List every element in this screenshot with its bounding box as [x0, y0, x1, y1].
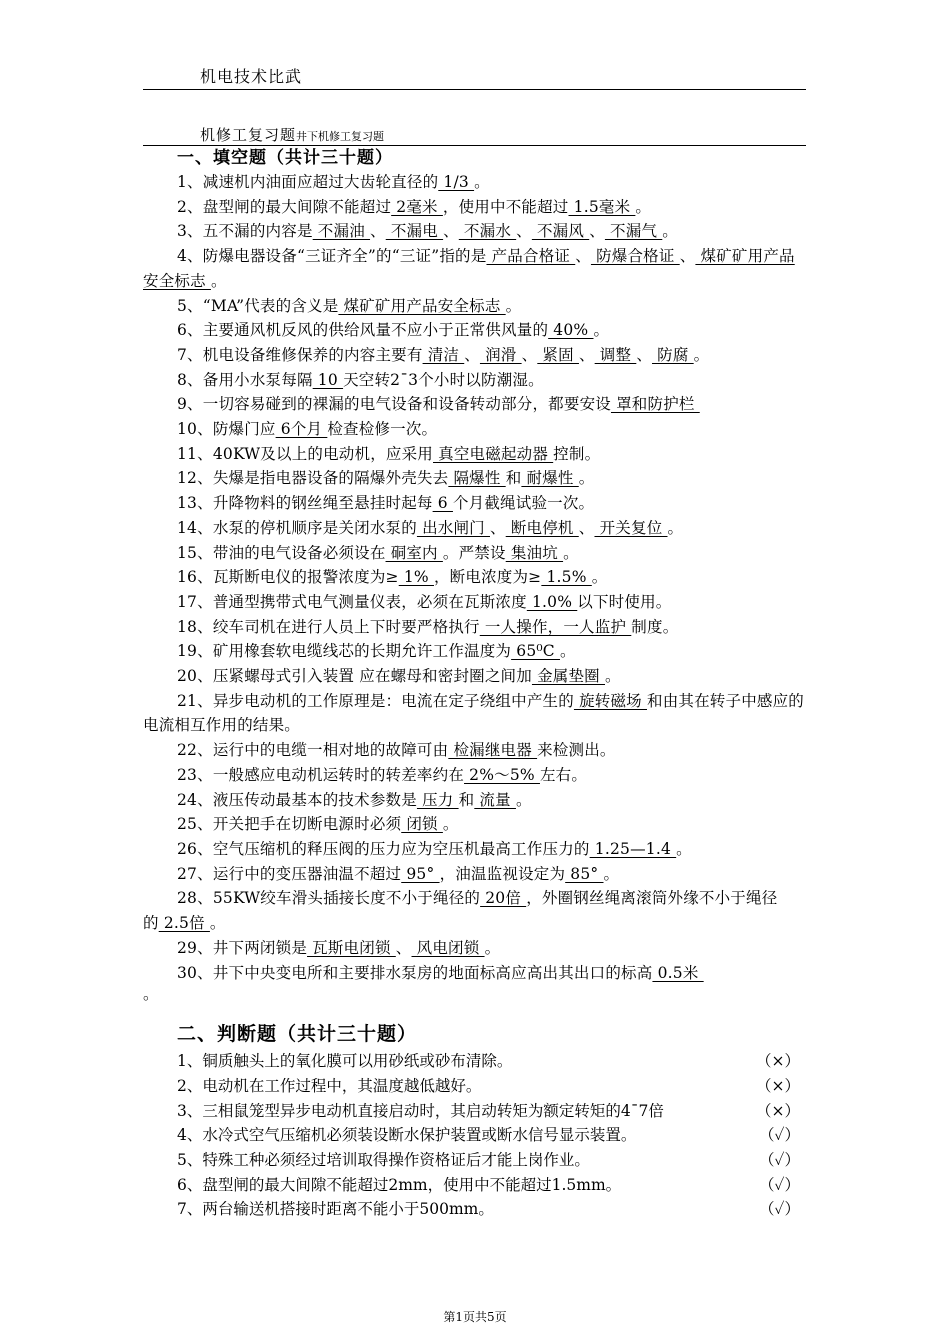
content [143, 146, 808, 1222]
question-text: 。 [591, 568, 608, 587]
judgement-2 [143, 1074, 808, 1099]
question-text: 14、水泵的停机顺序是关闭水泵的 [177, 518, 417, 537]
question-text: 。 [603, 864, 620, 883]
header-title: 机电技术比武 [200, 67, 303, 86]
question-text: 、 [464, 345, 480, 364]
question-text: 。 [635, 197, 652, 216]
question-text: 。 [662, 222, 678, 241]
question-text: 。 [563, 543, 579, 562]
question-text: 2、盘型闸的最大间隙不能超过 [177, 197, 392, 216]
answer-blank: 紧固 [537, 345, 579, 364]
answer-blank: 65⁰C [511, 642, 560, 661]
question-text: 20、压紧螺母式引入装置 应在螺母和密封圈之间加 [177, 667, 532, 686]
question-text: 16、瓦斯断电仪的报警浓度为≥ [177, 568, 399, 587]
answer-blank: 流量 [474, 790, 516, 809]
question-text: ，使用中不能超过 [442, 197, 569, 216]
question-text: 。 [593, 321, 610, 340]
judgement-6 [143, 1173, 808, 1198]
subtitle [200, 124, 384, 145]
question-20 [143, 664, 808, 689]
judgement-5 [143, 1148, 808, 1173]
judgement-3 [143, 1099, 808, 1124]
question-text: 18、绞车司机在进行人员上下时要严格执行 [177, 617, 480, 636]
answer-blank: 开关复位 [594, 518, 668, 537]
question-text: 7、机电设备维修保养的内容主要有 [177, 345, 423, 364]
question-13 [143, 491, 808, 516]
question-text: 15、带油的电气设备必须设在 [177, 543, 386, 562]
question-text: 、 [679, 247, 696, 266]
judgement-text: 6、盘型闸的最大间隙不能超过2mm，使用中不能超过1.5mm。 [177, 1175, 622, 1194]
question-text: ，外圈钢丝绳离滚筒外缘不小于绳径的 [143, 889, 778, 933]
question-text: 12、失爆是指电器设备的隔爆外壳失去 [177, 469, 449, 488]
answer-blank: 闭锁 [401, 815, 443, 834]
question-text: 28、55KW绞车滑头插接长度不小于绳径的 [177, 889, 481, 908]
answer-blank: 检漏继电器 [448, 741, 538, 760]
question-14 [143, 516, 808, 541]
answer-blank: 20倍 [480, 889, 527, 908]
question-text: 和 [505, 469, 522, 488]
answer-blank: 润滑 [479, 345, 522, 364]
question-text: 个月截绳试验一次。 [452, 494, 595, 513]
question-text: 。 [209, 914, 226, 933]
question-7 [143, 343, 808, 368]
judgement-text: 3、三相鼠笼型异步电动机直接启动时，其启动转矩为额定转矩的4¯7倍 [177, 1101, 664, 1120]
section2-heading: 二、判断题（共计三十题） [177, 1023, 418, 1046]
question-text: 10、防爆门应 [177, 420, 276, 439]
answer-blank: 1.25—1.4 [589, 839, 677, 858]
question-text: 。 [474, 173, 490, 191]
answer-blank: 2%～5% [464, 765, 540, 784]
section1-heading: 一、填空题（共计三十题） [177, 148, 393, 168]
question-text: ，油温监视设定为 [439, 864, 566, 883]
answer-blank: 旋转磁场 [573, 691, 647, 710]
fill-in-questions [143, 170, 808, 985]
question-text: 。 [210, 271, 227, 290]
question-text: 8、备用小水泵每隔 [177, 370, 313, 389]
question-text: 30、井下中央变电所和主要排水泵房的地面标高应高出其出口的标高 [177, 963, 653, 982]
answer-blank: 不漏气 [604, 222, 663, 241]
judgement-text: 2、电动机在工作过程中，其温度越低越好。 [177, 1076, 482, 1095]
question-29 [143, 936, 808, 961]
answer-blank: 1/3 [438, 173, 475, 191]
question-text: 。 [505, 296, 522, 315]
question-text: 3、五不漏的内容是 [177, 222, 313, 241]
question-5 [143, 294, 808, 319]
answer-blank: 不漏电 [385, 222, 444, 241]
question-text: 天空转2¯3个小时以防潮湿。 [343, 370, 544, 389]
question-6 [143, 318, 808, 343]
question-17 [143, 590, 808, 615]
question-30 [143, 961, 808, 986]
question-text: 。严禁设 [442, 543, 506, 562]
answer-blank: 瓦斯电闭锁 [307, 938, 396, 957]
question-text: 。 [484, 938, 501, 957]
answer-blank: 真空电磁起动器 [433, 444, 554, 463]
question-text: 。 [515, 790, 532, 809]
question-text: 23、一般感应电动机运转时的转差率约在 [177, 765, 465, 784]
answer-blank: 不漏风 [531, 222, 590, 241]
answer-blank: 集油坑 [505, 543, 564, 562]
question-text: 5、“MA”代表的含义是 [177, 296, 339, 315]
answer-blank: 6个月 [275, 420, 328, 439]
judgement-mark: （✓） [759, 1175, 800, 1194]
answer-blank: 压力 [416, 790, 459, 809]
question-text: 6、主要通风机反风的供给风量不应小于正常供风量的 [177, 321, 549, 340]
judgement-text: 1、铜质触头上的氧化膜可以用砂纸或砂布清除。 [177, 1052, 513, 1071]
header-rule [143, 89, 806, 90]
trailing-dot: 。 [143, 985, 159, 1004]
question-text: 11、40KW及以上的电动机，应采用 [177, 444, 434, 463]
question-11 [143, 442, 808, 467]
answer-blank: 10 [312, 370, 344, 389]
question-10 [143, 417, 808, 442]
question-text: 、 [516, 222, 532, 241]
answer-blank: 2.5倍 [158, 914, 210, 933]
question-text: 、 [490, 518, 506, 537]
answer-blank: 85° [565, 864, 604, 883]
question-text: 19、矿用橡套软电缆线芯的长期允许工作温度为 [177, 642, 512, 661]
judgement-mark: （✓） [759, 1200, 800, 1219]
question-3 [143, 219, 808, 244]
page-footer: 第1页共5页 [443, 1310, 507, 1324]
question-23 [143, 763, 808, 788]
question-1 [143, 170, 808, 195]
question-text: 24、液压传动最基本的技术参数是 [177, 790, 417, 809]
question-text: 控制。 [553, 444, 601, 463]
answer-blank: 出水闸门 [416, 518, 490, 537]
question-text: 、 [395, 938, 412, 957]
question-text: 22、运行中的电缆一相对地的故障可由 [177, 741, 449, 760]
answer-blank: 95° [401, 864, 440, 883]
judgement-mark: （×） [756, 1076, 800, 1095]
judgement-mark: （×） [756, 1052, 800, 1071]
question-25 [143, 812, 808, 837]
answer-blank: 防爆合格证 [590, 247, 680, 266]
answer-blank: 防腐 [652, 345, 694, 364]
question-text: 17、普通型携带式电气测量仪表，必须在瓦斯浓度 [177, 592, 527, 611]
question-text: 左右。 [539, 765, 588, 784]
answer-blank: 金属垫圈 [531, 667, 606, 686]
question-16 [143, 565, 808, 590]
judgement-mark: （✓） [759, 1150, 800, 1169]
question-text: ，断电浓度为≥ [433, 568, 542, 587]
question-text: 、 [578, 345, 595, 364]
question-15 [143, 541, 808, 566]
judgement-mark: （×） [756, 1101, 800, 1120]
question-18 [143, 615, 808, 640]
question-text: 和 [458, 790, 475, 809]
question-text: 来检测出。 [537, 741, 616, 760]
question-24 [143, 788, 808, 813]
question-text: 、 [443, 222, 459, 241]
answer-blank: 调整 [594, 345, 637, 364]
question-22 [143, 738, 808, 763]
answer-blank: 清洁 [422, 345, 465, 364]
question-26 [143, 837, 808, 862]
question-text: 27、运行中的变压器油温不超过 [177, 864, 402, 883]
judgement-text: 7、两台输送机搭接时距离不能小于500mm。 [177, 1200, 494, 1219]
question-8 [143, 368, 808, 393]
answer-blank: 产品合格证 [486, 247, 576, 266]
answer-blank: 1% [398, 568, 434, 587]
answer-blank: 不漏油 [312, 222, 371, 241]
answer-blank: 40% [548, 321, 594, 340]
answer-blank: 1.5毫米 [568, 197, 636, 216]
question-text: 制度。 [631, 617, 679, 636]
answer-blank: 1.5% [541, 568, 592, 587]
answer-blank: 硐室内 [385, 543, 443, 562]
answer-blank: 6 [432, 494, 453, 513]
answer-blank: 断电停机 [505, 518, 579, 537]
judgement-4 [143, 1123, 808, 1148]
question-text: 。 [667, 518, 684, 537]
question-text: 、 [521, 345, 538, 364]
question-12 [143, 466, 808, 491]
answer-blank: 隔爆性 [448, 469, 506, 488]
question-text: 、 [589, 222, 605, 241]
subtitle-main: 机修工复习题 [200, 126, 297, 144]
question-text: 和由其在转子中感应的电流相互作用的结果。 [143, 691, 805, 735]
question-text: 、 [636, 345, 653, 364]
answer-blank: 煤矿矿用产品安全标志 [338, 296, 506, 315]
answer-blank: 一人操作，一人监护 [479, 617, 632, 636]
question-text: 21、异步电动机的工作原理是：电流在定子绕组中产生的 [177, 691, 574, 710]
answer-blank: 不漏水 [458, 222, 517, 241]
question-text: 检查检修一次。 [327, 420, 438, 439]
answer-blank: 耐爆性 [521, 469, 579, 488]
question-text: 。 [442, 815, 459, 834]
question-text: 。 [559, 642, 576, 661]
question-text: 26、空气压缩机的释压阀的压力应为空压机最高工作压力的 [177, 839, 590, 858]
true-false-questions [143, 1049, 808, 1222]
answer-blank: 0.5米 [652, 963, 704, 982]
answer-blank: 2毫米 [391, 197, 443, 216]
question-text: 。 [693, 345, 710, 364]
judgement-text: 5、特殊工种必须经过培训取得操作资格证后才能上岗作业。 [177, 1150, 590, 1169]
question-text: 、 [575, 247, 591, 266]
question-text: 4、防爆电器设备“三证齐全”的“三证”指的是 [177, 247, 487, 266]
question-text: 。 [676, 839, 692, 858]
answer-blank: 煤矿矿用产品安全标志 [143, 247, 795, 290]
question-text: 1、减速机内油面应超过大齿轮直径的 [177, 173, 439, 191]
judgement-7 [143, 1197, 808, 1222]
answer-blank: 1.0% [526, 592, 578, 611]
question-27 [143, 862, 808, 887]
subtitle-small: 井下机修工复习题 [296, 130, 385, 143]
answer-blank: 罩和防护栏 [610, 395, 700, 414]
question-text: 29、井下两闭锁是 [177, 938, 308, 957]
question-text: 。 [605, 667, 621, 686]
question-text: 、 [370, 222, 386, 241]
question-19 [143, 639, 808, 664]
question-text: 、 [578, 518, 595, 537]
judgement-mark: （✓） [759, 1126, 800, 1145]
answer-blank: 风电闭锁 [411, 938, 485, 957]
question-2 [143, 195, 808, 220]
question-text: 13、升降物料的钢丝绳至悬挂时起每 [177, 494, 433, 513]
question-21 [143, 689, 808, 738]
question-9 [143, 392, 808, 417]
question-text: 。 [578, 469, 595, 488]
question-text: 25、开关把手在切断电源时必须 [177, 815, 402, 834]
question-28 [143, 886, 808, 935]
question-4 [143, 244, 808, 293]
judgement-text: 4、水冷式空气压缩机必须装设断水保护装置或断水信号显示装置。 [177, 1126, 637, 1145]
judgement-1 [143, 1049, 808, 1074]
question-text: 9、一切容易碰到的裸漏的电气设备和设备转动部分，都要安设 [177, 395, 611, 414]
question-text: 以下时使用。 [577, 592, 672, 611]
